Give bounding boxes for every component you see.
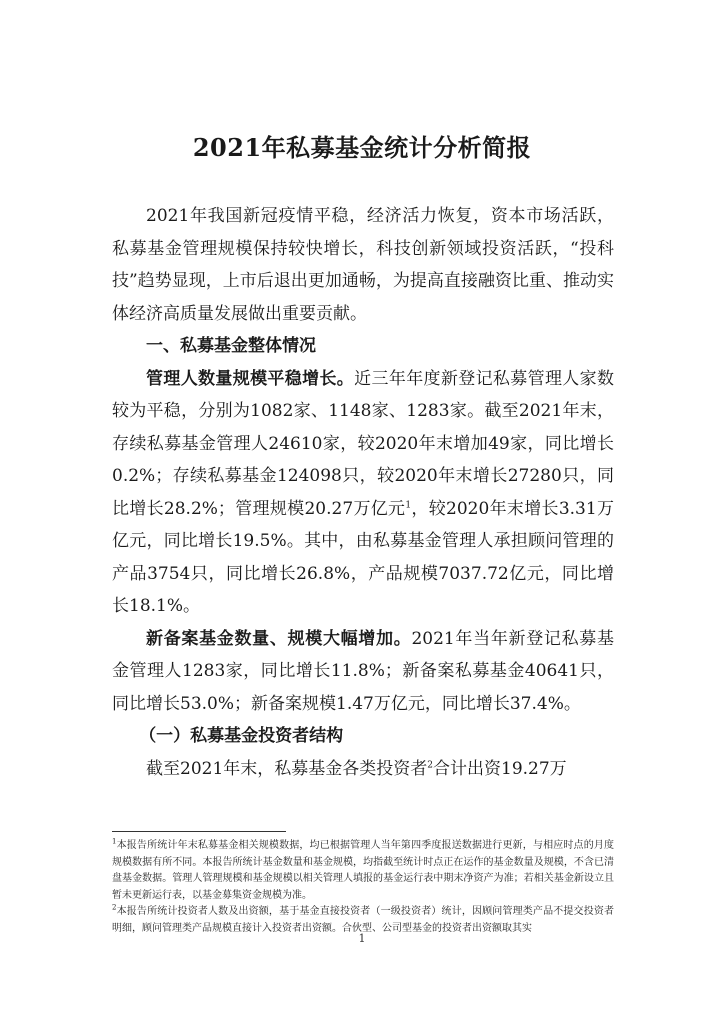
page-number: 1 xyxy=(358,932,366,945)
paragraph-lead: 新备案基金数量、规模大幅增加。 xyxy=(146,628,412,649)
footnote-mark: 2 xyxy=(112,903,117,912)
paragraph-text: 近三年年度新登记私募管理人家数较为平稳，分别为1082家、1148家、1283家。截至2021年末，存续私募基金管理人24610家，较2020年末增加49家，同比增长0.2%；存续私募基金124098只，较2020年末增长27280只，同比增长28.2%；管理规模20.27万亿元 xyxy=(112,368,615,519)
document-title: 2021年私募基金统计分析简报 xyxy=(192,133,532,162)
footnote-mark: 1 xyxy=(112,837,117,846)
paragraph-text: 2021年当年新登记私募基金管理人1283家，同比增长11.8%；新备案私募基金40641只，同比增长53.0%；新备案规模1.47万亿元，同比增长37.4%。 xyxy=(112,628,615,714)
section-heading: 一、私募基金整体情况 xyxy=(146,336,316,356)
footnote-text: 本报告所统计投资者人数及出资额，基于基金直接投资者（一级投资者）统计，因顾问管理类产品不提交投资者明细，顾问管理类产品规模直接计入投资者出资额。合伙型、公司型基金的投资者出资额取其实 xyxy=(112,906,614,934)
paragraph-investors xyxy=(112,753,614,786)
paragraph-manager-growth xyxy=(112,363,614,623)
paragraph-lead: 管理人数量规模平稳增长。 xyxy=(146,368,355,389)
paragraph-text: ，较2020年末增长3.31万亿元，同比增长19.5%。其中，由私募基金管理人承担顾问管理的产品3754只，同比增长26.8%，产品规模7037.72亿元，同比增长18.1%。 xyxy=(112,498,614,616)
paragraph-new-filings xyxy=(112,623,614,721)
footnote-ref[interactable]: 1 xyxy=(405,499,412,510)
footnotes xyxy=(112,838,614,937)
footnote-ref[interactable]: 2 xyxy=(427,759,433,770)
paragraph-text: 截至2021年末，私募基金各类投资者 xyxy=(146,758,428,779)
footnote-divider xyxy=(112,831,286,832)
footnote-1 xyxy=(112,838,614,904)
intro-paragraph: 2021年我国新冠疫情平稳，经济活力恢复，资本市场活跃，私募基金管理规模保持较快增长，科技创新领域投资活跃，“投科技”趋势显现，上市后退出更加通畅，为提高直接融资比重、推动实体经济高质量发展做出重要贡献。 xyxy=(112,206,614,324)
paragraph-text: 合计出资19.27万 xyxy=(433,758,567,779)
footnote-text: 本报告所统计年末私募基金相关规模数据，均已根据管理人当年第四季度报送数据进行更新，与相应时点的月度规模数据有所不同。本报告所统计基金数量和基金规模，均指截至统计时点正在运作的基金数量及规模，不含已清盘基金数据。管理人管理规模和基金规模以相关管理人填报的基金运行表中期末净资产为准；若相关基金新设立且暂未更新运行表，以基金募集资金规模为准。 xyxy=(112,840,614,901)
document-body xyxy=(112,200,614,785)
subsection-heading: （一）私募基金投资者结构 xyxy=(139,726,344,746)
